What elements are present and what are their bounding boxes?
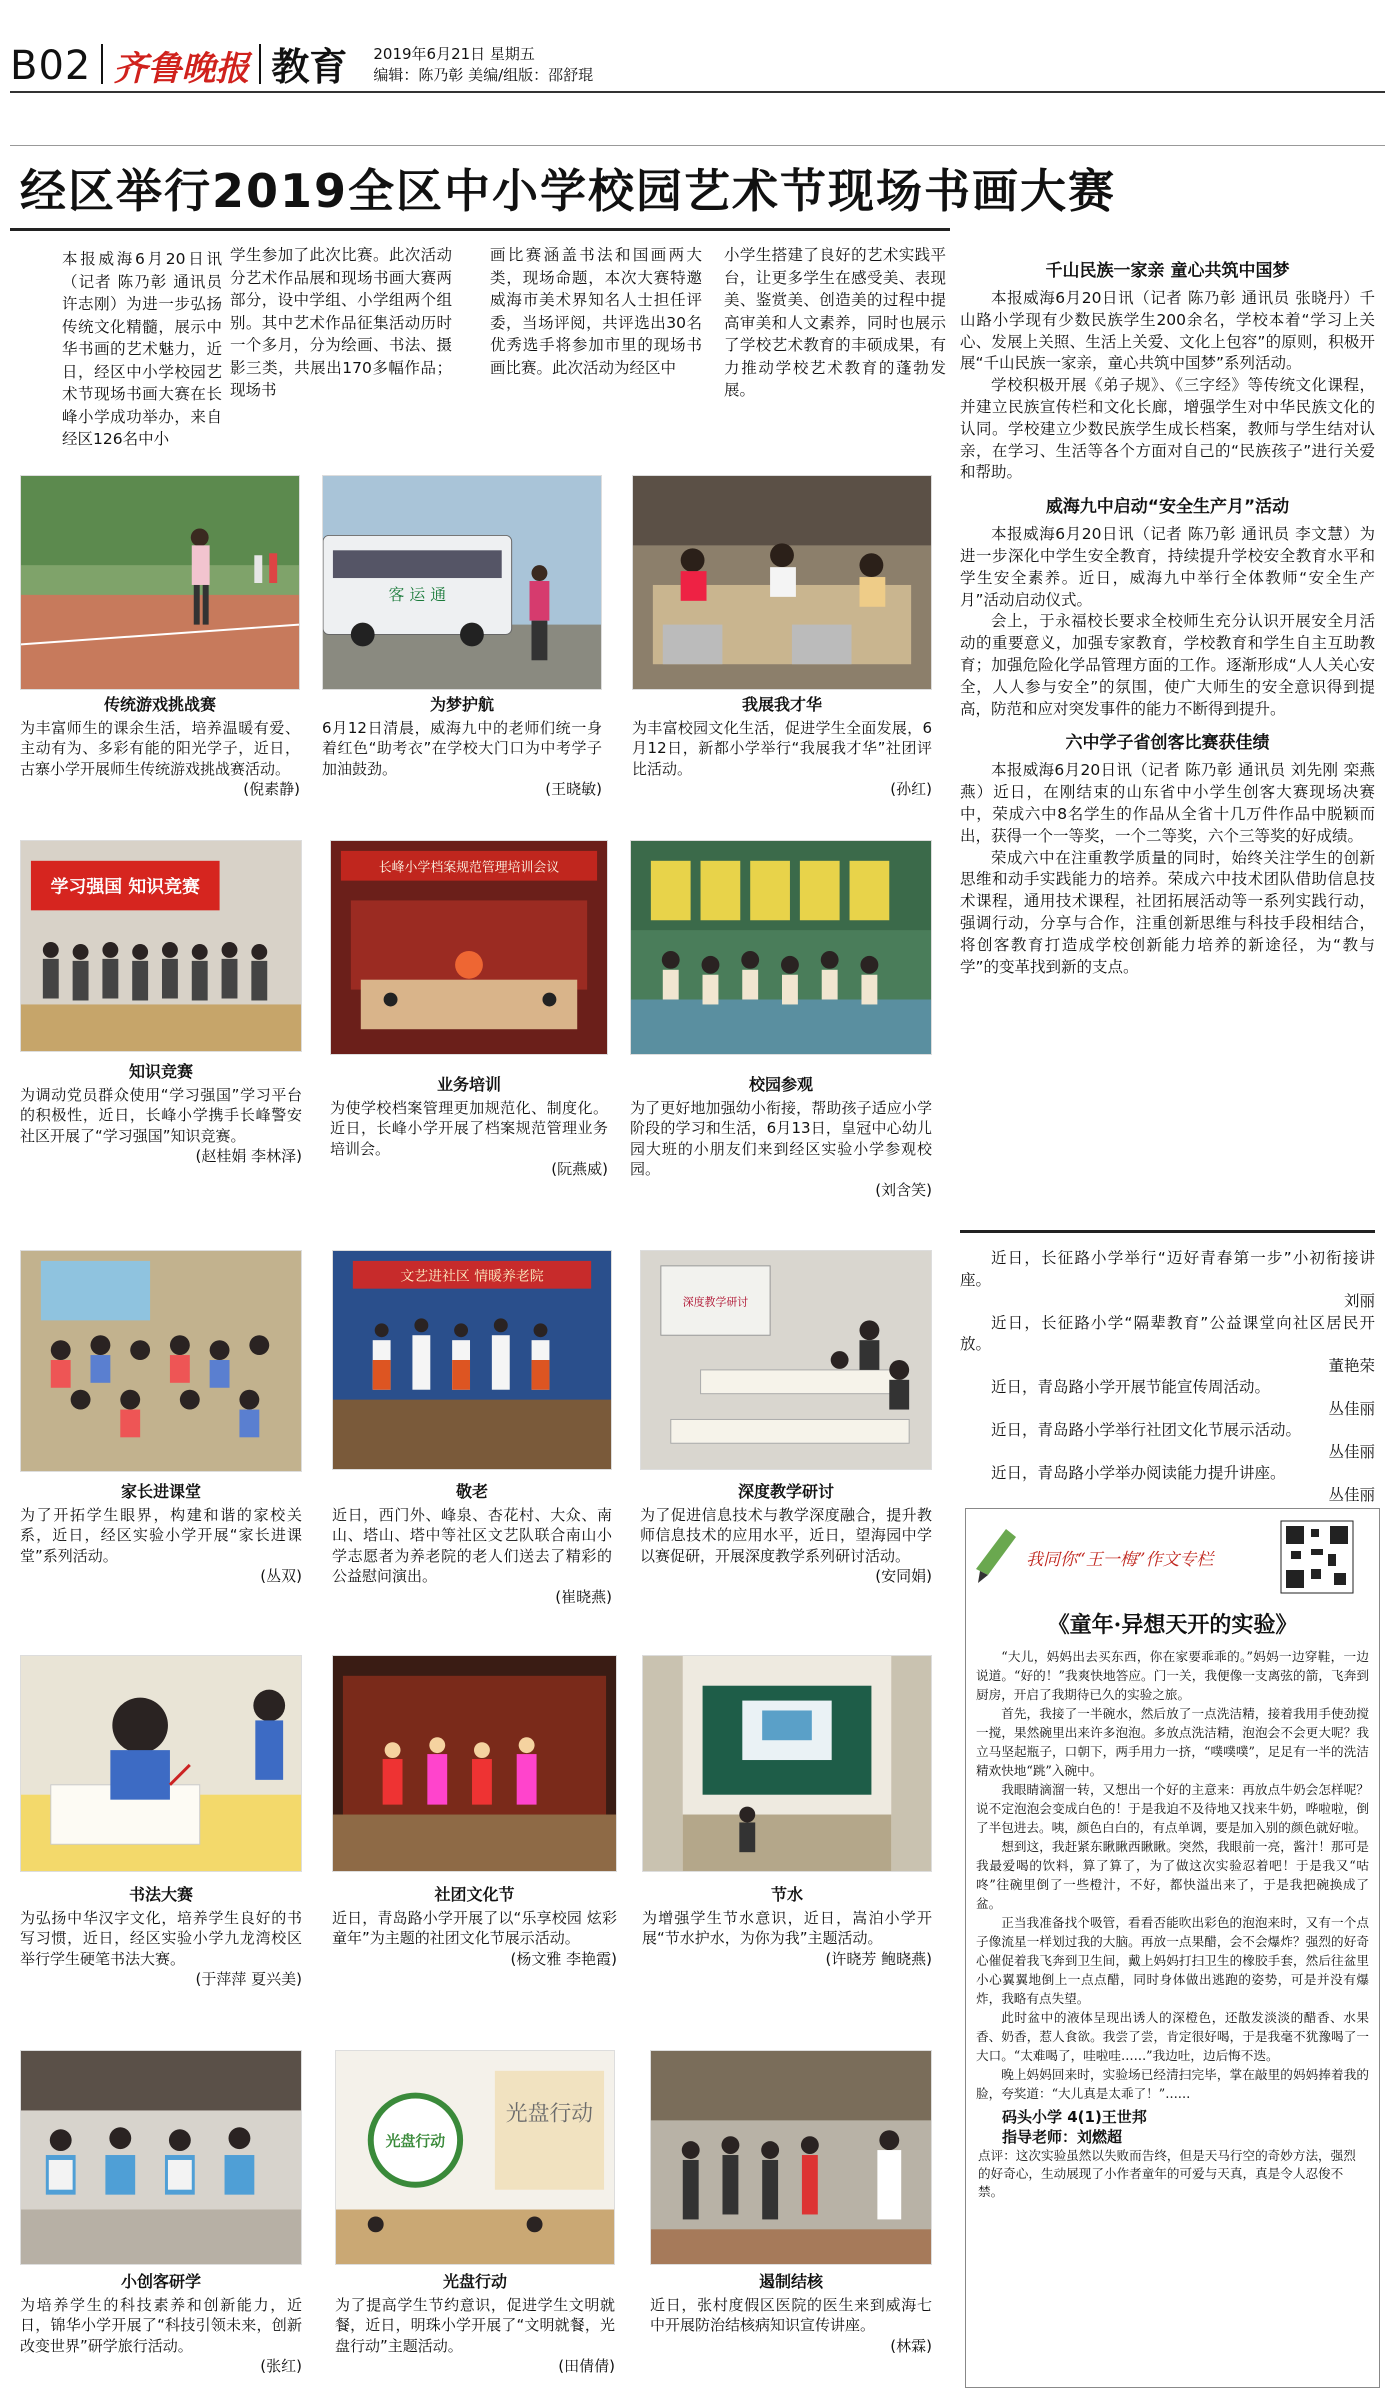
caption-author: (王晓敏) [545,780,602,798]
caption-title: 传统游戏挑战赛 [103,695,216,714]
masthead [10,26,1385,89]
caption-text: 为了提高学生节约意识，促进学生文明就餐，近日，明珠小学开展了“文明就餐，光盘行动”主题活动。 [335,2295,615,2355]
qr-code-icon [1281,1521,1353,1593]
caption-author: (丛双) [260,1567,302,1585]
article-title: 千山民族一家亲 童心共筑中国梦 [1045,261,1290,281]
svg-text:光盘行动: 光盘行动 [385,2132,446,2151]
brief-author: 董艳荣 [1328,1356,1375,1375]
svg-text:学习强国 知识竞赛: 学习强国 知识竞赛 [50,876,200,898]
section-rule [10,145,1385,146]
article-text: 本报威海6月20日讯（记者 陈乃彰 通讯员 刘先刚 栾燕燕）近日，在刚结束的山东省中小学生创客大赛现场决赛中，荣成六中8名学生的作品从全省十几万件作品中脱颖而出，获得一个一等奖，一个二等奖，六个三等奖的好成绩。 [960,761,1375,845]
caption-title: 我展我才华 [741,695,822,714]
brief-author: 刘丽 [1343,1292,1375,1310]
caption-title: 书法大赛 [128,1885,193,1904]
essay-header [966,1509,1379,1604]
svg-text:长峰小学档案规范管理培训会议: 长峰小学档案规范管理培训会议 [378,860,560,876]
photo-caption [20,2272,302,2377]
photo-caption [332,1885,617,1969]
essay-footer [966,2103,1379,2205]
photo-teaching-seminar [640,1250,932,1470]
caption-text: 为使学校档案管理更加规范化、制度化。近日，长峰小学开展了档案规范管理业务培训会。 [330,1098,608,1158]
caption-title: 遏制结核 [758,2272,823,2291]
svg-text:客 运 通: 客 运 通 [388,584,447,604]
essay-paragraph: 我眼睛滴溜一转，又想出一个好的主意来：再放点牛奶会怎样呢？说不定泡泡会变成白色的！于是我迫不及待地又找来牛奶，哗啦啦，倒了半包进去。咦，颜色白白的，有点单调，要是加入别的颜色就好啦。 [976,1782,1369,1835]
caption-text: 为了开拓学生眼界，构建和谐的家校关系，近日，经区实验小学开展“家长进课堂”系列活动。 [20,1505,302,1565]
essay-title: 《童年·异想天开的实验》 [1047,1612,1298,1638]
photo-talent-show [632,475,932,690]
photo-caption [20,1062,302,1167]
photo-exam-support [322,475,602,690]
caption-title: 为梦护航 [429,695,494,714]
caption-text: 近日，西门外、峰泉、杏花村、大众、南山、塔山、塔中等社区文艺队联合南山小学志愿者为养老院的老人们送去了精彩的公益慰问演出。 [332,1505,612,1585]
photo-calligraphy [20,1655,302,1872]
caption-author: (安同娟) [875,1567,932,1585]
caption-text: 为调动党员群众使用“学习强国”学习平台的积极性，近日，长峰小学携手长峰警安社区开展了“学习强国”知识竞赛。 [20,1085,302,1145]
caption-author: (张红) [260,2357,302,2375]
essay-paragraph: 想到这，我赶紧东瞅瞅西瞅瞅。突然，我眼前一亮，酱汁！那可是我最爱喝的饮料，算了算了，为了做这次实验忍着吧！于是我又“咕咚”往碗里倒了一些橙汁，不好，都快溢出来了，于是我把碗换成了盆。 [976,1839,1369,1911]
brief-text: 近日，青岛路小学开展节能宣传周活动。 [991,1378,1271,1396]
article-title: 威海九中启动“安全生产月”活动 [1045,497,1290,518]
caption-author: (杨文雅 李艳霞) [510,1949,617,1968]
essay-paragraph: 晚上妈妈回来时，实验场已经清扫完毕，掌在敲里的妈妈捧着我的脸，夸奖道：“大儿真是太乖了！”…… [976,2067,1369,2101]
editor-credits: 编辑：陈乃彰 美编/组版：邵舒琨 [373,66,594,84]
caption-author: (许晓芳 鲍晓燕) [825,1949,932,1968]
caption-text: 为增强学生节水意识，近日，嵩泊小学开展“节水护水，为你为我”主题活动。 [642,1908,932,1947]
caption-title: 业务培训 [436,1075,501,1094]
caption-text: 6月12日清晨，威海九中的老师们统一身着红色“助考衣”在学校大门口为中考学子加油鼓劲。 [322,718,602,778]
caption-text: 为了促进信息技术与教学深度融合，提升教师信息技术的应用水平，近日，望海园中学以赛促研，开展深度教学系列研讨活动。 [640,1505,932,1565]
caption-author: (林霖) [890,2336,932,2355]
caption-title: 校园参观 [748,1075,813,1094]
caption-author: (刘含笑) [875,1180,932,1199]
caption-text: 为丰富校园文化生活，促进学生全面发展，6月12日，新都小学举行“我展我才华”社团评比活动。 [632,718,932,778]
photo-clean-plate [335,2050,615,2265]
article-text: 学校积极开展《弟子规》、《三字经》等传统文化课程，并建立民族宣传栏和文化长廊，增强学生对中华民族文化的认同。学校建立少数民族学生成长档案，教师与学生结对认亲，在学习、生活等各个方面对自己的“民族孩子”进行关爱和帮助。 [960,376,1375,482]
brief-author: 丛佳丽 [1328,1442,1375,1461]
photo-water-saving [642,1655,932,1872]
caption-author: (孙红) [890,780,932,798]
caption-author: (于萍萍 夏兴美) [195,1970,302,1988]
masthead-rule [10,91,1385,93]
photo-caption [335,2272,615,2377]
photo-caption [640,1482,932,1587]
caption-author: (崔晓燕) [555,1587,612,1606]
caption-author: (田倩倩) [558,2357,615,2375]
caption-title: 敬老 [455,1482,488,1501]
brief-item [960,1313,1375,1378]
lead-column-4: 小学生搭建了良好的艺术实践平台，让更多学生在感受美、表现美、鉴赏美、创造美的过程中提高审美和人文素养，同时也展示了学校艺术教育的丰硕成果，有力推动学校艺术教育的蓬勃发展。 [724,246,946,399]
lead-column-1: 本报威海6月20日讯（记者 陈乃彰 通讯员 许志刚）为进一步弘扬传统文化精髓，展示中华书画的艺术魅力，近日，经区中小学校园艺术节现场书画大赛在长峰小学成功举办，来自经区126名中小 [62,250,222,448]
page-number: B02 [10,43,92,89]
article-text: 会上，于永福校长要求全校师生充分认识开展安全月活动的重要意义，加强专家教育，学校教育和学生自主互助教育；加强危险化学品管理方面的工作。逐渐形成“人人关心安全，人人参与安全”的氛围，使广大师生的安全意识得到提高，防范和应对突发事件的能力不断得到提升。 [960,612,1375,718]
caption-title: 小创客研学 [120,2272,201,2291]
caption-text: 为培养学生的科技素养和创新能力，近日，锦华小学开展了“科技引领未来，创新改变世界”研学旅行活动。 [20,2295,302,2355]
section-name: 教育 [271,45,348,89]
photo-caption [632,695,932,800]
caption-text: 为弘扬中华汉字文化，培养学生良好的书写习惯，近日，经区实验小学九龙湾校区举行学生硬笔书法大赛。 [20,1908,302,1968]
lead-column-3: 画比赛涵盖书法和国画两大类，现场命题，本次大赛特邀威海市美术界知名人士担任评委，当场评阅，共评选出30名优秀选手将参加市里的现场书画比赛。此次活动为经区中 [490,246,702,377]
photo-caption [332,1482,612,1607]
essay-comment: 点评：这次实验虽然以失败而告终，但是天马行空的奇妙方法，强烈的好奇心，生动展现了小作者童年的可爱与天真，真是令人忍俊不禁。 [978,2148,1356,2199]
photo-parents-classroom [20,1250,302,1472]
essay-author: 码头小学 4(1)王世邦 [1002,2108,1147,2126]
photo-caption [642,1885,932,1969]
brief-text: 近日，长征路小学举行“迈好青春第一步”小初衔接讲座。 [960,1249,1375,1289]
brief-item [960,1248,1375,1313]
issue-meta [373,44,593,86]
caption-author: (阮燕威) [551,1160,608,1178]
caption-author: (倪素静) [243,780,300,798]
svg-text:深度教学研讨: 深度教学研讨 [682,1295,749,1309]
essay-paragraph: 此时盆中的液体呈现出诱人的深橙色，还散发淡淡的醋香、水果香、奶香，惹人食欲。我尝了尝，肯定很好喝，于是我毫不犹豫喝了一大口。“太难喝了，哇啦哇……”我边吐，边后悔不迭。 [976,2010,1369,2063]
essay-paragraph: 正当我准备找个吸管，看看否能吹出彩色的泡泡来时，又有一个点子像流星一样划过我的大脑。再放一点果醋，会不会爆炸？强烈的好奇心催促着我飞奔到卫生间，戴上妈妈打扫卫生的橡胶手套，然后往盆里小心翼翼地倒上一点点醋，同时身体做出逃跑的姿势，可是并没有爆炸，我略有点失望。 [976,1915,1369,2006]
article-text: 荣成六中在注重教学质量的同时，始终关注学生的创新思维和动手实践能力的培养。荣成六中技术团队借助信息技术课程，通用技术课程，社团拓展活动等一系列实践行动，强调行动，分享与合作，注重创新思维与科技手段相结合，将创客教育打造成学校创新能力培养的新途径，为“教与学”的变革找到新的支点。 [960,848,1375,976]
brief-text: 近日，青岛路小学举行社团文化节展示活动。 [991,1421,1302,1439]
headline-rule [10,228,950,231]
essay-banner [966,1509,1381,1604]
article-text: 本报威海6月20日讯（记者 陈乃彰 通讯员 李文慧）为进一步深化中学生安全教育，持续提升学校安全教育水平和学生安全素养。近日，威海九中举行全体教师“安全生产月”活动启动仪式。 [960,525,1375,609]
article-text: 本报威海6月20日讯（记者 陈乃彰 通讯员 张晓丹）千山路小学现有少数民族学生200余名，学校本着“学习上关心、发展上关照、生活上关爱、文化上包容”的原则，积极开展“千山民族一家亲，童心共筑中国梦”系列活动。 [960,289,1375,373]
photo-campus-visit [630,840,932,1055]
caption-title: 社团文化节 [434,1885,515,1904]
photo-maker-study [20,2050,302,2265]
photo-training [330,840,608,1055]
photo-caption [322,695,602,800]
photo-traditional-games [20,475,300,690]
essay-paragraph: “大儿，妈妈出去买东西，你在家要乖乖的。”妈妈一边穿鞋，一边说道。“好的！”我爽快地答应。门一关，我便像一支离弦的箭，飞奔到厨房，开启了我期待已久的实验之旅。 [976,1649,1369,1702]
brief-author: 丛佳丽 [1328,1485,1375,1504]
caption-title: 节水 [770,1885,803,1904]
caption-title: 家长进课堂 [120,1482,201,1501]
caption-title: 深度教学研讨 [737,1482,834,1501]
photo-knowledge-contest [20,840,302,1052]
svg-text:光盘行动: 光盘行动 [505,2101,594,2127]
photo-caption [20,1885,302,1990]
photo-caption [20,695,300,800]
essay-paragraph: 首先，我接了一半碗水，然后放了一点洗洁精，接着我用手使劲搅一搅，果然碗里出来许多泡泡。多放点洗洁精，泡泡会不会更大呢？我立马坚起瓶子，口朝下，两手用力一挤，“噗噗噗”，足足有一半的洗洁精欢快地“跳”入碗中。 [976,1706,1369,1778]
essay-column [965,1508,1380,2388]
issue-date: 2019年6月21日 星期五 [373,45,535,63]
brief-item [960,1420,1375,1463]
brief-item [960,1463,1375,1506]
right-column [960,258,1375,978]
caption-text: 为丰富师生的课余生活，培养温暖有爱、主动有为、多彩有能的阳光学子，近日，古寨小学开展师生传统游戏挑战赛活动。 [20,718,300,778]
photo-tb-prevention [650,2050,932,2265]
photo-club-festival [332,1655,617,1872]
divider [101,44,103,84]
essay-teacher: 指导老师：刘燃超 [1002,2128,1123,2146]
lead-column-2: 学生参加了此次比赛。此次活动分艺术作品展和现场书画大赛两部分，设中学组、小学组两个组别。其中艺术作品征集活动历时一个多月，分为绘画、书法、摄影三类，共展出170多幅作品；现场书 [230,246,452,399]
section-divider [960,1230,1375,1233]
brief-author: 丛佳丽 [1328,1399,1375,1418]
caption-text: 为了更好地加强幼小衔接，帮助孩子适应小学阶段的学习和生活，6月13日，皇冠中心幼儿园大班的小朋友们来到经区实验小学参观校园。 [630,1098,932,1178]
caption-text: 近日，张村度假区医院的医生来到威海七中开展防治结核病知识宣传讲座。 [650,2295,932,2334]
news-briefs [960,1248,1375,1506]
caption-title: 知识竞赛 [128,1062,193,1081]
brief-item [960,1377,1375,1420]
photo-caption [330,1075,608,1180]
photo-caption [650,2272,932,2356]
svg-text:我同你“王一梅”作文专栏: 我同你“王一梅”作文专栏 [1026,1550,1214,1570]
caption-title: 光盘行动 [442,2272,507,2291]
photo-caption [630,1075,932,1200]
photo-caption [20,1482,302,1587]
paper-logo: 齐鲁晚报 [113,49,250,89]
essay-body [966,1639,1379,2103]
photo-elderly-visit [332,1250,612,1470]
divider [259,44,261,84]
caption-author: (赵桂娟 李林泽) [195,1147,302,1165]
lead-headline: 经区举行2019全区中小学校园艺术节现场书画大赛 [20,164,1117,218]
svg-text:文艺进社区 情暖养老院: 文艺进社区 情暖养老院 [400,1268,544,1285]
pen-icon [976,1529,1016,1575]
caption-text: 近日，青岛路小学开展了以“乐享校园 炫彩童年”为主题的社团文化节展示活动。 [332,1908,617,1947]
brief-text: 近日，长征路小学“隔辈教育”公益课堂向社区居民开放。 [960,1313,1375,1353]
article-title: 六中学子省创客比赛获佳绩 [1065,733,1270,754]
brief-text: 近日，青岛路小学举办阅读能力提升讲座。 [991,1464,1286,1482]
